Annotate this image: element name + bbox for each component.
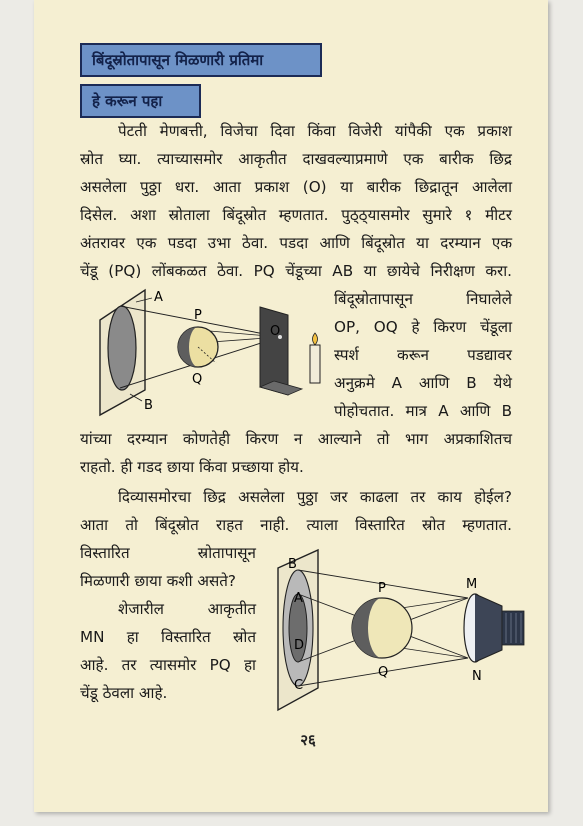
label-c: C (294, 678, 304, 693)
side2-line-1: विस्तारित स्रोतापासून (80, 544, 256, 562)
label-b: B (144, 398, 153, 413)
side2-line-3: शेजारील आकृतीत (118, 600, 256, 618)
side1-line-2: OP, OQ हे किरण चेंडूला (334, 318, 512, 336)
side2-line-4: MN हा विस्तारित स्रोत (80, 628, 256, 646)
side2-line-5: आहे. तर त्यासमोर PQ हा (80, 656, 256, 674)
activity-heading: हे करून पहा (80, 84, 201, 118)
label-o: O (270, 324, 281, 339)
side2-line-6: चेंडू ठेवला आहे. (80, 684, 168, 702)
para2-line-2: आता तो बिंदूस्रोत राहत नाही. त्याला विस्तारित स्रोत म्हणतात. (80, 516, 512, 534)
para1-line-1: पेटती मेणबत्ती, विजेचा दिवा किंवा विजेरी यांपैकी एक प्रकाश (118, 122, 512, 140)
umbra-shadow (108, 306, 136, 390)
label-a: A (154, 290, 163, 305)
side1-line-1: बिंदूस्रोतापासून निघालेले (334, 290, 512, 308)
para1-end-line-1: यांच्या दरम्यान कोणतेही किरण न आल्याने तो भाग अप्रकाशितच (80, 430, 512, 448)
candle (310, 345, 320, 383)
side2-line-2: मिळणारी छाया कशी असते? (80, 572, 236, 590)
para1-line-4: दिसेल. अशा स्रोताला बिंदूस्रोत म्हणतात. पुठ्ठ्यासमोर सुमारे १ मीटर (80, 206, 512, 224)
label-q: Q (192, 372, 203, 387)
umbra-figure (90, 285, 340, 425)
label-n: N (472, 669, 482, 684)
penumbra-figure (270, 548, 530, 718)
label-q: Q (378, 665, 389, 680)
label-p: P (378, 581, 386, 596)
label-b: B (288, 557, 297, 572)
side1-line-5: पोहोचतात. मात्र A आणि B (334, 402, 512, 420)
para1-line-2: स्रोत घ्या. त्याच्यासमोर आकृतीत दाखवल्याप्रमाणे एक बारीक छिद्र (80, 150, 512, 168)
page-number: २६ (300, 731, 316, 749)
label-d: D (294, 638, 305, 653)
side1-line-4: अनुक्रमे A आणि B येथे (334, 374, 512, 392)
side1-line-3: स्पर्श करून पडद्यावर (334, 346, 512, 364)
label-p: P (194, 308, 202, 323)
label-m: M (466, 577, 478, 592)
para1-line-3: असलेला पुठ्ठा धरा. आता प्रकाश (O) या बारीक छिद्रातून आलेला (80, 178, 512, 196)
section-heading: बिंदूस्रोतापासून मिळणारी प्रतिमा (80, 43, 322, 77)
label-a: A (294, 591, 303, 606)
para1-end-line-2: राहतो. ही गडद छाया किंवा प्रच्छाया होय. (80, 458, 304, 476)
para1-line-5: अंतरावर एक पडदा उभा ठेवा. पडदा आणि बिंदूस्रोत या दरम्यान एक (80, 234, 512, 252)
para1-line-6: चेंडू (PQ) लोंबकळत ठेवा. PQ चेंडूच्या AB या छायेचे निरीक्षण करा. (80, 262, 512, 280)
para2-line-1: दिव्यासमोरचा छिद्र असलेला पुठ्ठा जर काढला तर काय होईल? (118, 488, 512, 506)
